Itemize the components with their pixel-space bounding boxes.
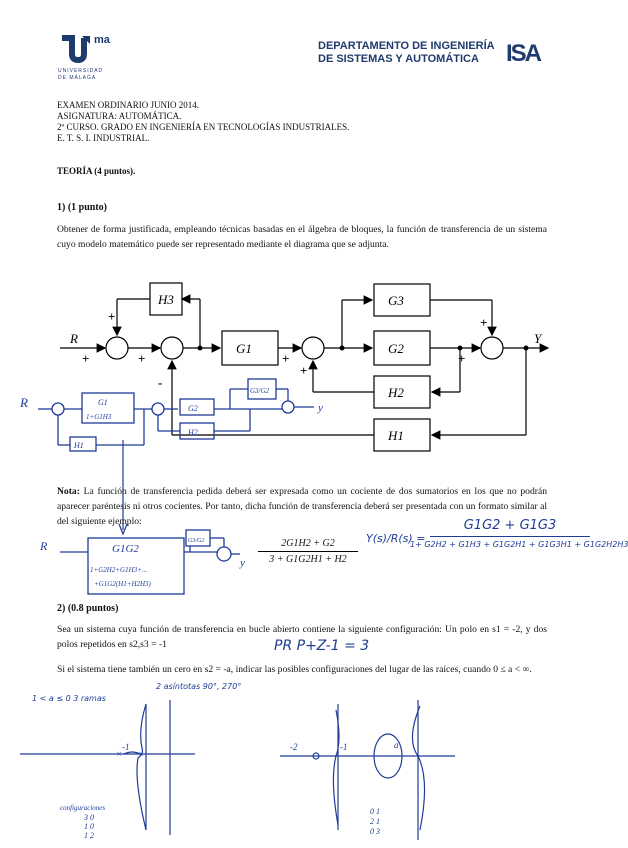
theory-heading: TEORÍA (4 puntos).: [57, 166, 136, 176]
hand-config-right-0: 0 1: [370, 807, 380, 816]
hand-config-right-1: 2 1: [370, 817, 380, 826]
svg-text:×: ×: [138, 749, 145, 759]
example-denominator: 3 + G1G2H1 + H2: [269, 554, 347, 565]
hand1-h2: H2: [188, 428, 198, 437]
hand1-g1-den: 1+G1H3: [86, 413, 112, 421]
root-locus-left: [20, 700, 200, 840]
hand-config-left-1: 1 0: [84, 822, 94, 831]
q2-text1: Sea un sistema cuya función de transferencia en bucle abierto contiene la siguiente configuración: Un polo en s1 = -2, y dos polos repetidos en s2,s3 = -1: [57, 624, 547, 650]
exam-line4: E. T. S. I. INDUSTRIAL.: [57, 133, 150, 143]
hand-config-label: configuraciones: [60, 804, 106, 812]
sign-plus: +: [282, 351, 290, 366]
example-numerator: 2G1H2 + G2: [258, 538, 358, 552]
university-line2: DE MÁLAGA: [58, 75, 97, 81]
hand-answer-den: 1+ G2H2 + G1H3 + G1G2H1 + G1G3H1 + G1G2H2H3: [410, 540, 628, 549]
hand2-r: R: [40, 539, 48, 553]
hand2-num: G1G2: [112, 543, 139, 555]
example-formula: [258, 538, 358, 565]
exam-line3: 2º CURSO. GRADO EN INGENIERÍA EN TECNOLOGÍAS INDUSTRIALES.: [57, 122, 350, 132]
g1-block-label: G1: [236, 341, 252, 356]
diagram-y-label: Y: [534, 331, 542, 346]
uma-logo-text: ma: [94, 34, 110, 46]
hand-config-left-0: 3 0: [84, 813, 94, 822]
hand-minus2: -2: [290, 742, 298, 752]
hand-range: 1 < a ≤ 0 3 ramas: [32, 694, 106, 703]
q1-heading: 1) (1 punto): [57, 202, 108, 213]
hand-minus1-right: -1: [340, 742, 348, 752]
hand1-g3g2: G3/G2: [250, 387, 270, 395]
sign-plus: +: [458, 351, 466, 366]
sign-plus: +: [300, 363, 308, 378]
isa-logo: ISA: [506, 40, 541, 67]
sign-minus: -: [158, 375, 163, 390]
hand1-h1: H1: [74, 441, 84, 450]
diagram-r-label: R: [70, 331, 78, 346]
exam-line2: ASIGNATURA: AUTOMÁTICA.: [57, 111, 182, 121]
h1-block-label: H1: [388, 428, 404, 443]
hand2-den1: 1+G2H2+G1H3+...: [90, 566, 148, 574]
department-name: [318, 40, 495, 66]
hand2-g3g2: G3/G2: [188, 538, 205, 544]
root-locus-right: [280, 700, 460, 845]
exam-line1: EXAMEN ORDINARIO JUNIO 2014.: [57, 100, 199, 110]
q1-text: Obtener de forma justificada, empleando técnicas basadas en el álgebra de bloques, la función de transferencia de un sistema cuyo modelo matemático puede ser representado mediante el diagrama que se adjunta.: [57, 224, 547, 250]
sign-plus: +: [108, 309, 116, 324]
hand-answer: [410, 518, 628, 549]
hand-asymptotes: 2 asíntotas 90°, 270°: [156, 682, 242, 691]
hand-config-right-2: 0 3: [370, 827, 380, 836]
note-label: Nota:: [57, 486, 80, 497]
note-text: La función de transferencia pedida deberá ser expresada como un cociente de dos sumatorios en los que no podrán aparecer paréntesis ni otros cocientes. Por tanto, dicha función de transferencia deberá ser presentada con un formato similar al del siguiente ejemplo:: [57, 486, 548, 527]
sign-plus: +: [480, 315, 488, 330]
hand1-g2: G2: [188, 404, 198, 413]
sign-plus: +: [82, 351, 90, 366]
uma-logo: [58, 34, 128, 84]
sign-plus: +: [138, 351, 146, 366]
hand1-r: R: [20, 395, 28, 410]
hand2-y: y: [240, 557, 245, 569]
hand-a-label: a: [394, 740, 399, 750]
h2-block-label: H2: [388, 385, 404, 400]
q2-heading: 2) (0.8 puntos): [57, 603, 119, 614]
hand-minus1-left: -1: [122, 742, 130, 752]
hand-config-left-2: 1 2: [84, 831, 94, 840]
g3-block-label: G3: [388, 293, 404, 308]
hand-sketch-1: [20, 375, 340, 455]
svg-text:×: ×: [116, 749, 123, 759]
department-line2: DE SISTEMAS Y AUTOMÁTICA: [318, 53, 479, 65]
hand-answer-num: G1G2 + G1G3: [430, 518, 590, 537]
exam-info: [57, 100, 349, 144]
hand1-g1: G1: [98, 398, 108, 407]
hand1-y: y: [318, 402, 323, 414]
department-line1: DEPARTAMENTO DE INGENIERÍA: [318, 40, 495, 52]
g2-block-label: G2: [388, 341, 404, 356]
hand-sketch-2: [40, 530, 255, 600]
university-line1: UNIVERSIDAD: [58, 68, 104, 74]
hand-pz: PR P+Z-1 = 3: [274, 638, 370, 654]
q2-text2: Si el sistema tiene también un cero en s2 = -a, indicar las posibles configuraciones del lugar de las raíces, cuando 0 ≤ a < ∞.: [57, 664, 532, 675]
hand-answer-lhs: Y(s)/R(s) =: [366, 532, 426, 545]
h3-block-label: H3: [158, 292, 174, 307]
hand2-den2: +G1G2(H1+H2H3): [94, 580, 151, 588]
